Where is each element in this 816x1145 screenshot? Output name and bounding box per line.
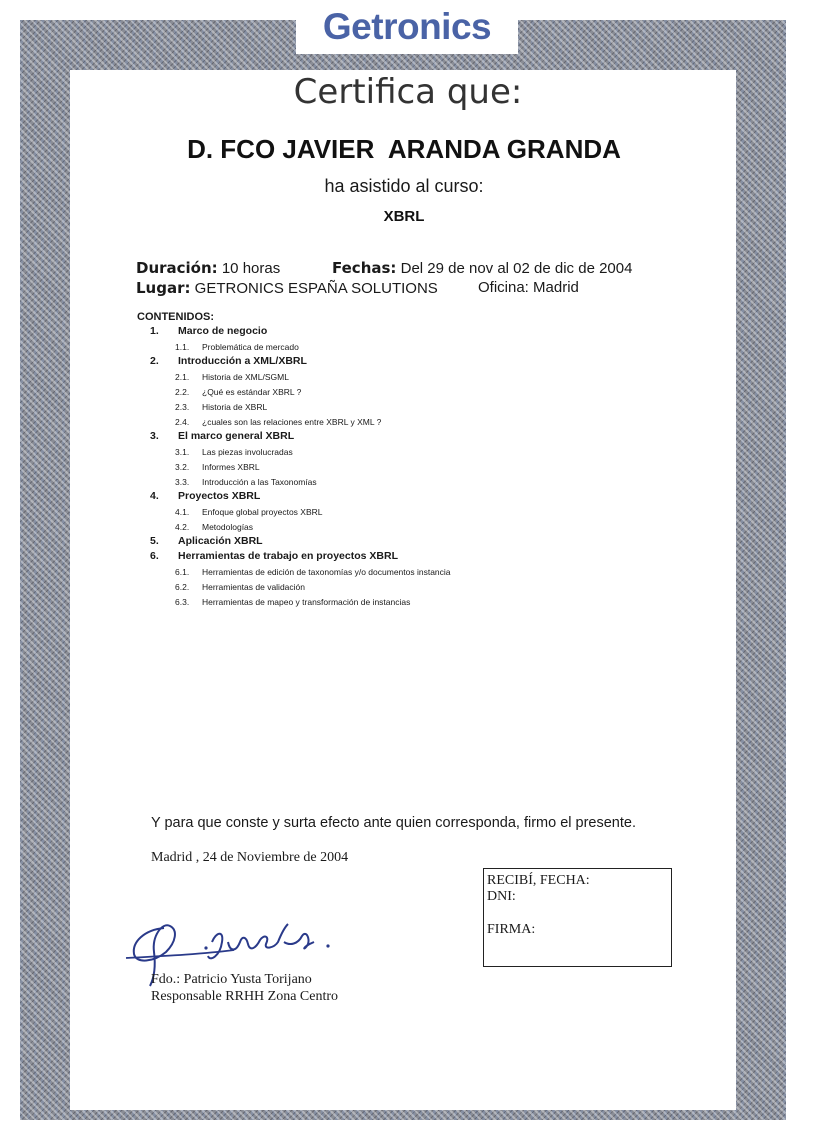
signatory-block: [151, 971, 338, 1005]
item-number: 3.3.: [175, 477, 190, 487]
contents-item: [150, 460, 630, 475]
contents-section: [150, 490, 630, 505]
section-title: Marco de negocio: [178, 325, 268, 337]
contents-item: [150, 505, 630, 520]
item-text: Informes XBRL: [202, 462, 260, 472]
contents-item: [150, 400, 630, 415]
recipient-name: D. FCO JAVIER ARANDA GRANDA: [187, 134, 621, 164]
section-title: Introducción a XML/XBRL: [178, 355, 307, 367]
item-text: Introducción a las Taxonomías: [202, 477, 317, 487]
contents-section: [150, 535, 630, 550]
contents-item: [150, 370, 630, 385]
contents-item: [150, 595, 630, 610]
contents-section: [150, 550, 630, 565]
item-text: ¿cuales son las relaciones entre XBRL y XML ?: [202, 417, 382, 427]
item-number: 2.2.: [175, 387, 190, 397]
section-number: 4.: [150, 490, 159, 502]
contents-item: [150, 580, 630, 595]
item-text: Historia de XML/SGML: [202, 372, 289, 382]
contents-section: [150, 430, 630, 445]
contents-item: [150, 445, 630, 460]
section-title: El marco general XBRL: [178, 430, 295, 442]
contents-item: [150, 340, 630, 355]
signature-label: FIRMA:: [487, 922, 536, 937]
contents-item: [150, 565, 630, 580]
contents-item: [150, 520, 630, 535]
duration-label: Duración:: [136, 259, 218, 277]
item-text: Enfoque global proyectos XBRL: [202, 507, 323, 517]
place-date: Madrid , 24 de Noviembre de 2004: [151, 850, 349, 865]
item-text: Metodologías: [202, 522, 254, 532]
office-value: Madrid: [533, 279, 579, 296]
item-text: Las piezas involucradas: [202, 447, 293, 457]
office-label: Oficina:: [478, 279, 529, 296]
contents-title: CONTENIDOS:: [137, 311, 214, 323]
item-number: 4.1.: [175, 507, 190, 517]
contents-item: [150, 415, 630, 430]
signatory-role: Responsable RRHH Zona Centro: [151, 989, 339, 1004]
item-text: Problemática de mercado: [202, 342, 299, 352]
section-number: 2.: [150, 355, 159, 367]
section-number: 6.: [150, 550, 159, 562]
item-text: Herramientas de validación: [202, 582, 305, 592]
logo-area: [296, 4, 518, 54]
section-number: 1.: [150, 325, 159, 337]
id-label: DNI:: [487, 889, 516, 904]
item-number: 2.4.: [175, 417, 190, 427]
item-number: 2.3.: [175, 402, 190, 412]
item-number: 6.1.: [175, 567, 190, 577]
section-title: Herramientas de trabajo en proyectos XBRL: [178, 550, 398, 562]
section-title: Proyectos XBRL: [178, 490, 261, 502]
item-number: 1.1.: [175, 342, 190, 352]
item-text: ¿Qué es estándar XBRL ?: [202, 387, 302, 397]
attendance-text: ha asistido al curso:: [324, 176, 484, 196]
receipt-box: [483, 868, 672, 967]
contents-list: [150, 325, 630, 610]
contents-section: [150, 355, 630, 370]
item-text: Historia de XBRL: [202, 402, 268, 412]
item-number: 6.3.: [175, 597, 190, 607]
dates-value: Del 29 de nov al 02 de dic de 2004: [400, 260, 633, 277]
item-number: 3.1.: [175, 447, 190, 457]
duration-value: 10 horas: [221, 260, 281, 277]
dates-label: Fechas:: [332, 259, 397, 277]
received-date-label: RECIBÍ, FECHA:: [487, 873, 590, 888]
section-title: Aplicación XBRL: [178, 535, 263, 547]
item-text: Herramientas de edición de taxonomías y/o documentos instancia: [202, 567, 451, 577]
getronics-logo: Getronics: [322, 6, 492, 47]
section-number: 5.: [150, 535, 159, 547]
place-value: GETRONICS ESPAÑA SOLUTIONS: [194, 280, 438, 297]
item-text: Herramientas de mapeo y transformación de instancias: [202, 597, 411, 607]
closing-statement: Y para que conste y surta efecto ante quien corresponda, firmo el presente.: [151, 815, 636, 831]
contents-item: [150, 475, 630, 490]
item-number: 2.1.: [175, 372, 190, 382]
contents-item: [150, 385, 630, 400]
course-name: XBRL: [383, 208, 425, 225]
signatory-name: Fdo.: Patricio Yusta Torijano: [151, 972, 312, 987]
section-number: 3.: [150, 430, 159, 442]
place-label: Lugar:: [136, 279, 191, 297]
item-number: 3.2.: [175, 462, 190, 472]
item-number: 4.2.: [175, 522, 190, 532]
contents-section: [150, 325, 630, 340]
certificate-heading: Certifica que:: [293, 72, 523, 112]
item-number: 6.2.: [175, 582, 190, 592]
